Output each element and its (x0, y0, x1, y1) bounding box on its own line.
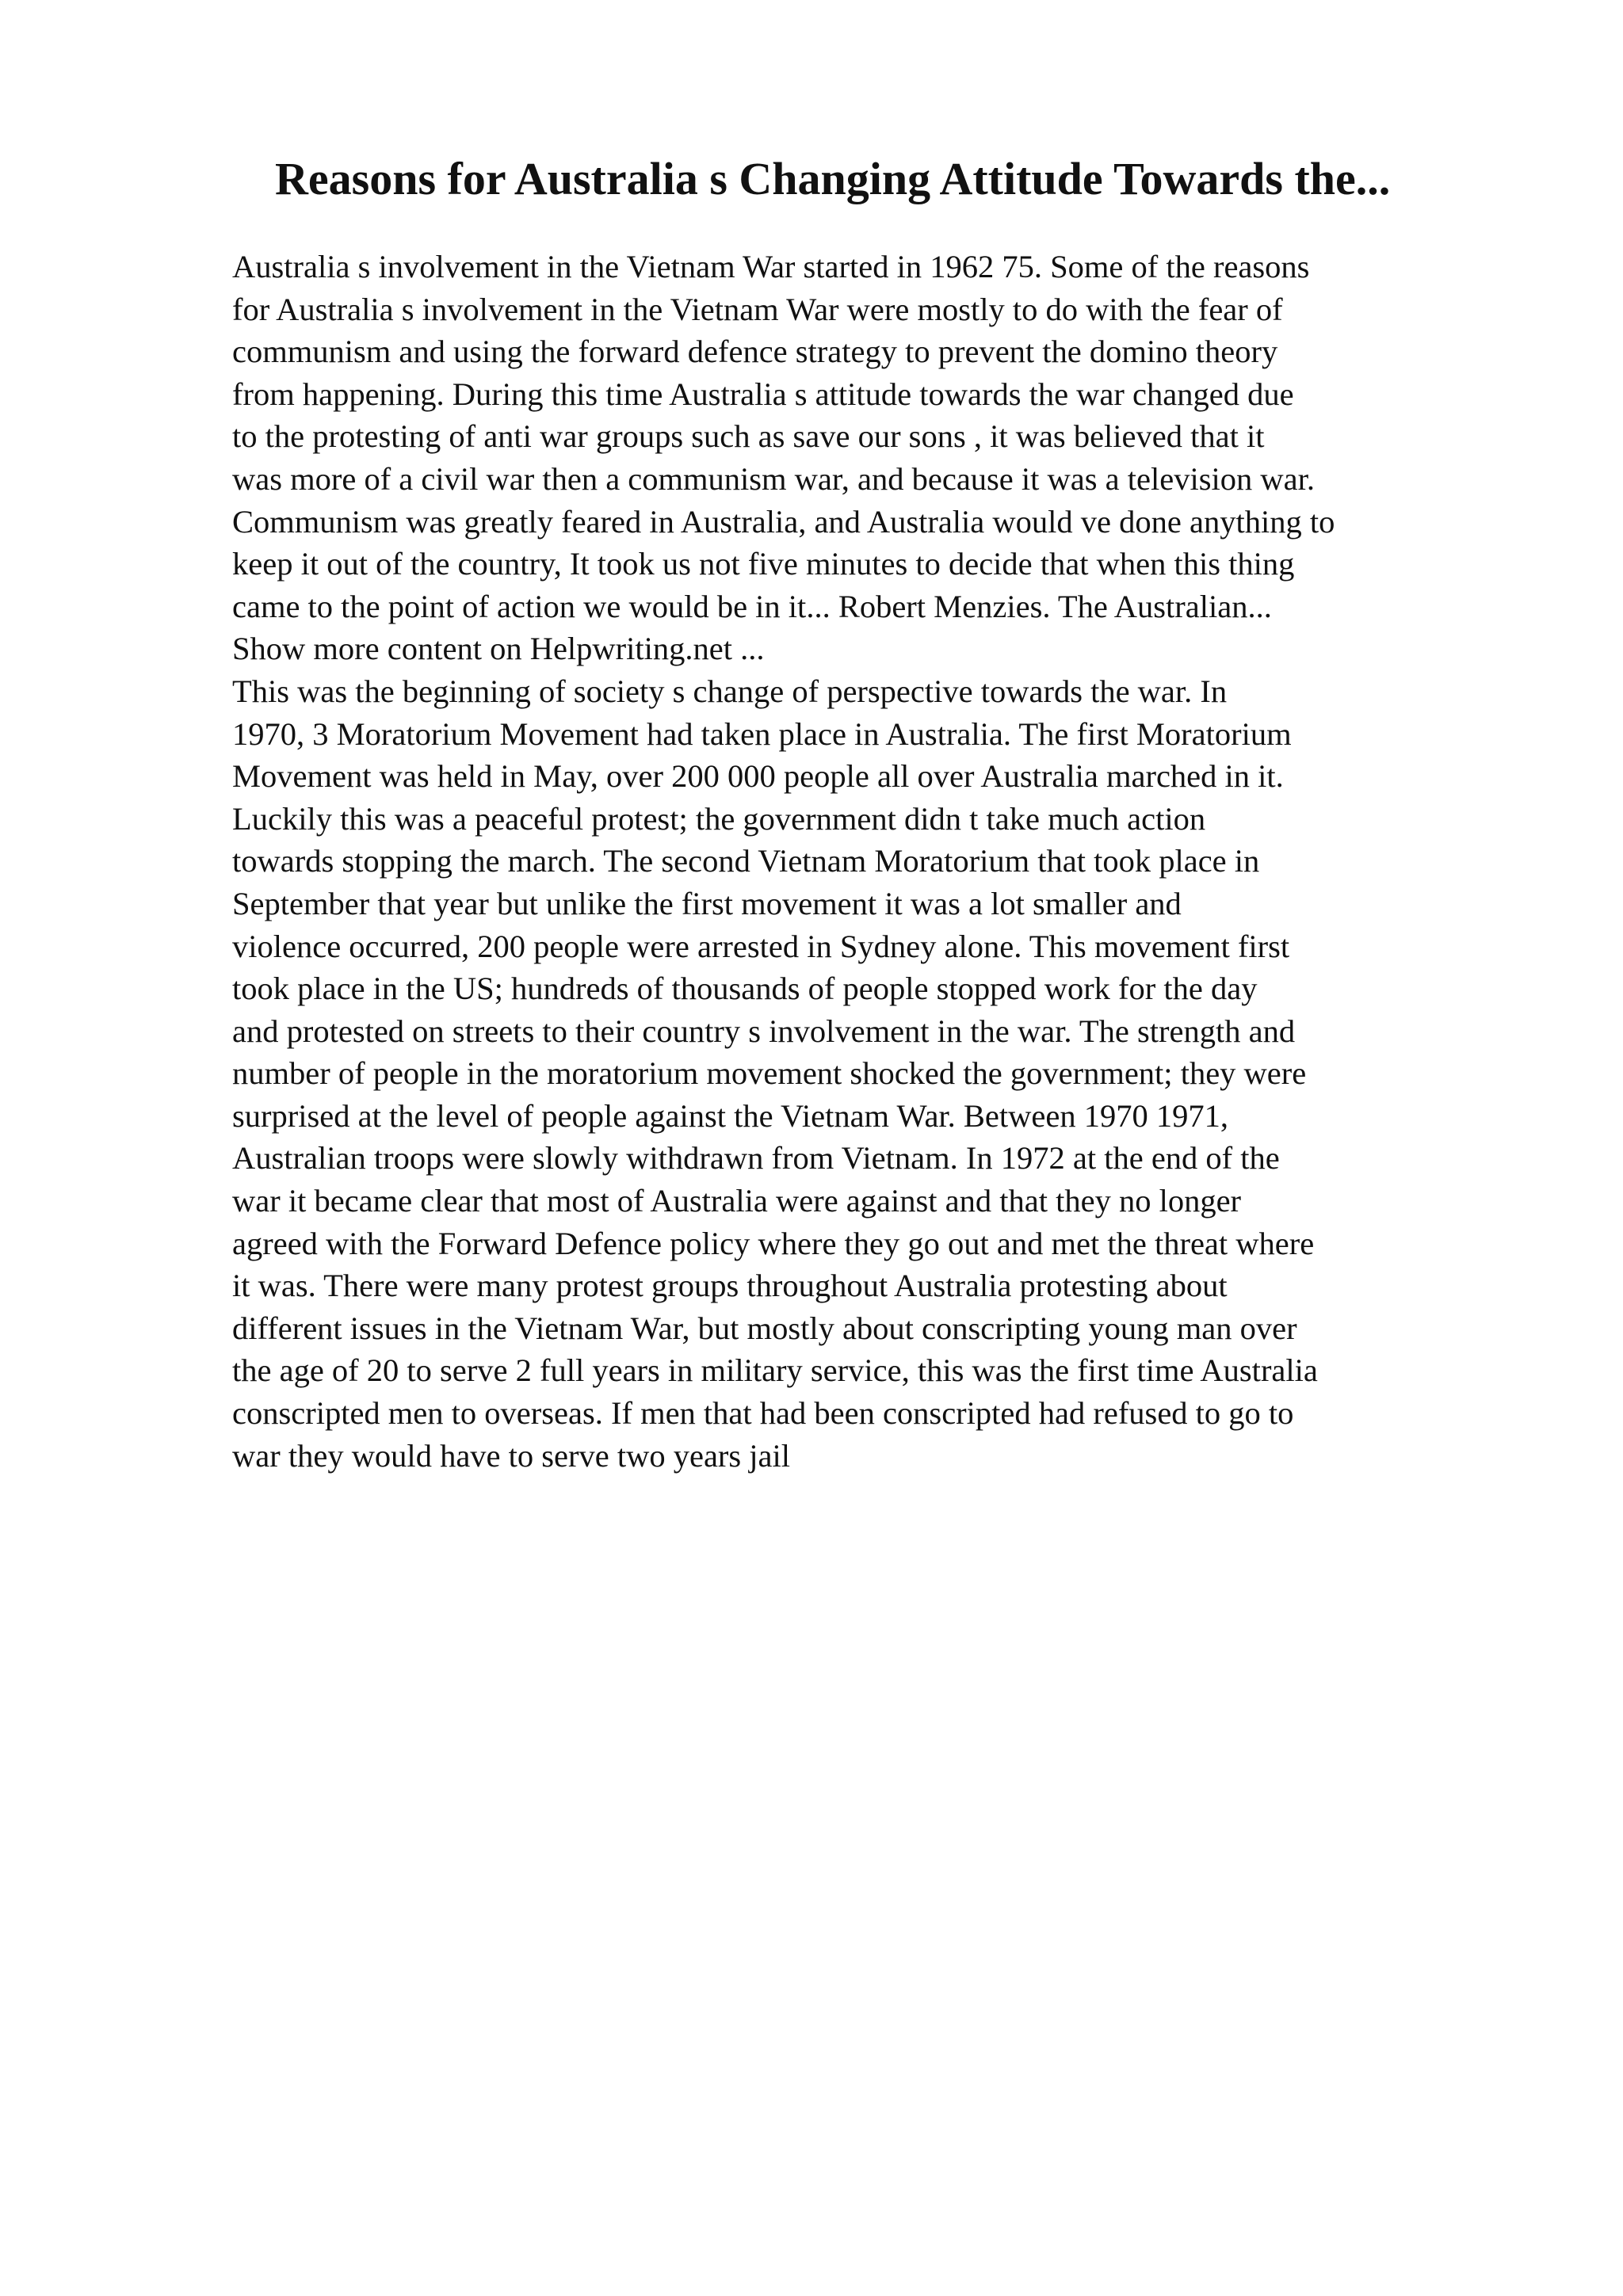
body-line: number of people in the moratorium movement shocked the government; they were (232, 1055, 1307, 1092)
body-line: Luckily this was a peaceful protest; the government didn t take much action (232, 800, 1206, 837)
body-line: surprised at the level of people against the Vietnam War. Between 1970 1971, (232, 1097, 1228, 1134)
body-line: September that year but unlike the first movement it was a lot smaller and (232, 885, 1182, 921)
body-line: came to the point of action we would be in it... Robert Menzies. The Australian... (232, 588, 1272, 624)
body-line: Australia s involvement in the Vietnam War started in 1962 75. Some of the reasons (232, 249, 1310, 284)
body-line: to the protesting of anti war groups such as save our sons , it was believed that it (232, 418, 1265, 455)
body-line: was more of a civil war then a communism war, and because it was a television war. (232, 460, 1315, 497)
body-line: war it became clear that most of Australia were against and that they no longer (232, 1183, 1242, 1219)
body-line: 1970, 3 Moratorium Movement had taken place in Australia. The first Moratorium (232, 715, 1292, 752)
body-line: agreed with the Forward Defence policy where they go out and met the threat where (232, 1225, 1315, 1261)
body-line: Communism was greatly feared in Australia, and Australia would ve done anything to (232, 503, 1335, 540)
body-line: Movement was held in May, over 200 000 people all over Australia marched in it. (232, 758, 1284, 795)
document-body (232, 246, 1532, 1477)
body-line: towards stopping the march. The second Vietnam Moratorium that took place in (232, 843, 1260, 879)
body-line: Australian troops were slowly withdrawn from Vietnam. In 1972 at the end of the (232, 1140, 1280, 1177)
body-line: violence occurred, 200 people were arrested in Sydney alone. This movement first (232, 928, 1290, 964)
body-line: This was the beginning of society s change of perspective towards the war. In (232, 673, 1228, 709)
body-line: and protested on streets to their country s involvement in the war. The strength and (232, 1013, 1296, 1049)
body-line: different issues in the Vietnam War, but mostly about conscripting young man over (232, 1310, 1297, 1346)
body-line: the age of 20 to serve 2 full years in military service, this was the first time Australia (232, 1352, 1318, 1389)
body-line: conscripted men to overseas. If men that had been conscripted had refused to go to (232, 1395, 1294, 1432)
document-title-text: Reasons for Australia s Changing Attitude Towards the... (275, 153, 1391, 204)
body-line: for Australia s involvement in the Vietnam War were mostly to do with the fear of (232, 291, 1283, 327)
body-line: took place in the US; hundreds of thousands of people stopped work for the day (232, 971, 1258, 1007)
body-line: from happening. During this time Australia s attitude towards the war changed due (232, 376, 1294, 412)
show-more-line: Show more content on Helpwriting.net ... (232, 631, 765, 667)
body-line: war they would have to serve two years jail (232, 1437, 791, 1474)
body-line: it was. There were many protest groups throughout Australia protesting about (232, 1268, 1228, 1304)
body-line: keep it out of the country, It took us not five minutes to decide that when this thing (232, 546, 1295, 582)
body-line: communism and using the forward defence strategy to prevent the domino theory (232, 334, 1278, 370)
